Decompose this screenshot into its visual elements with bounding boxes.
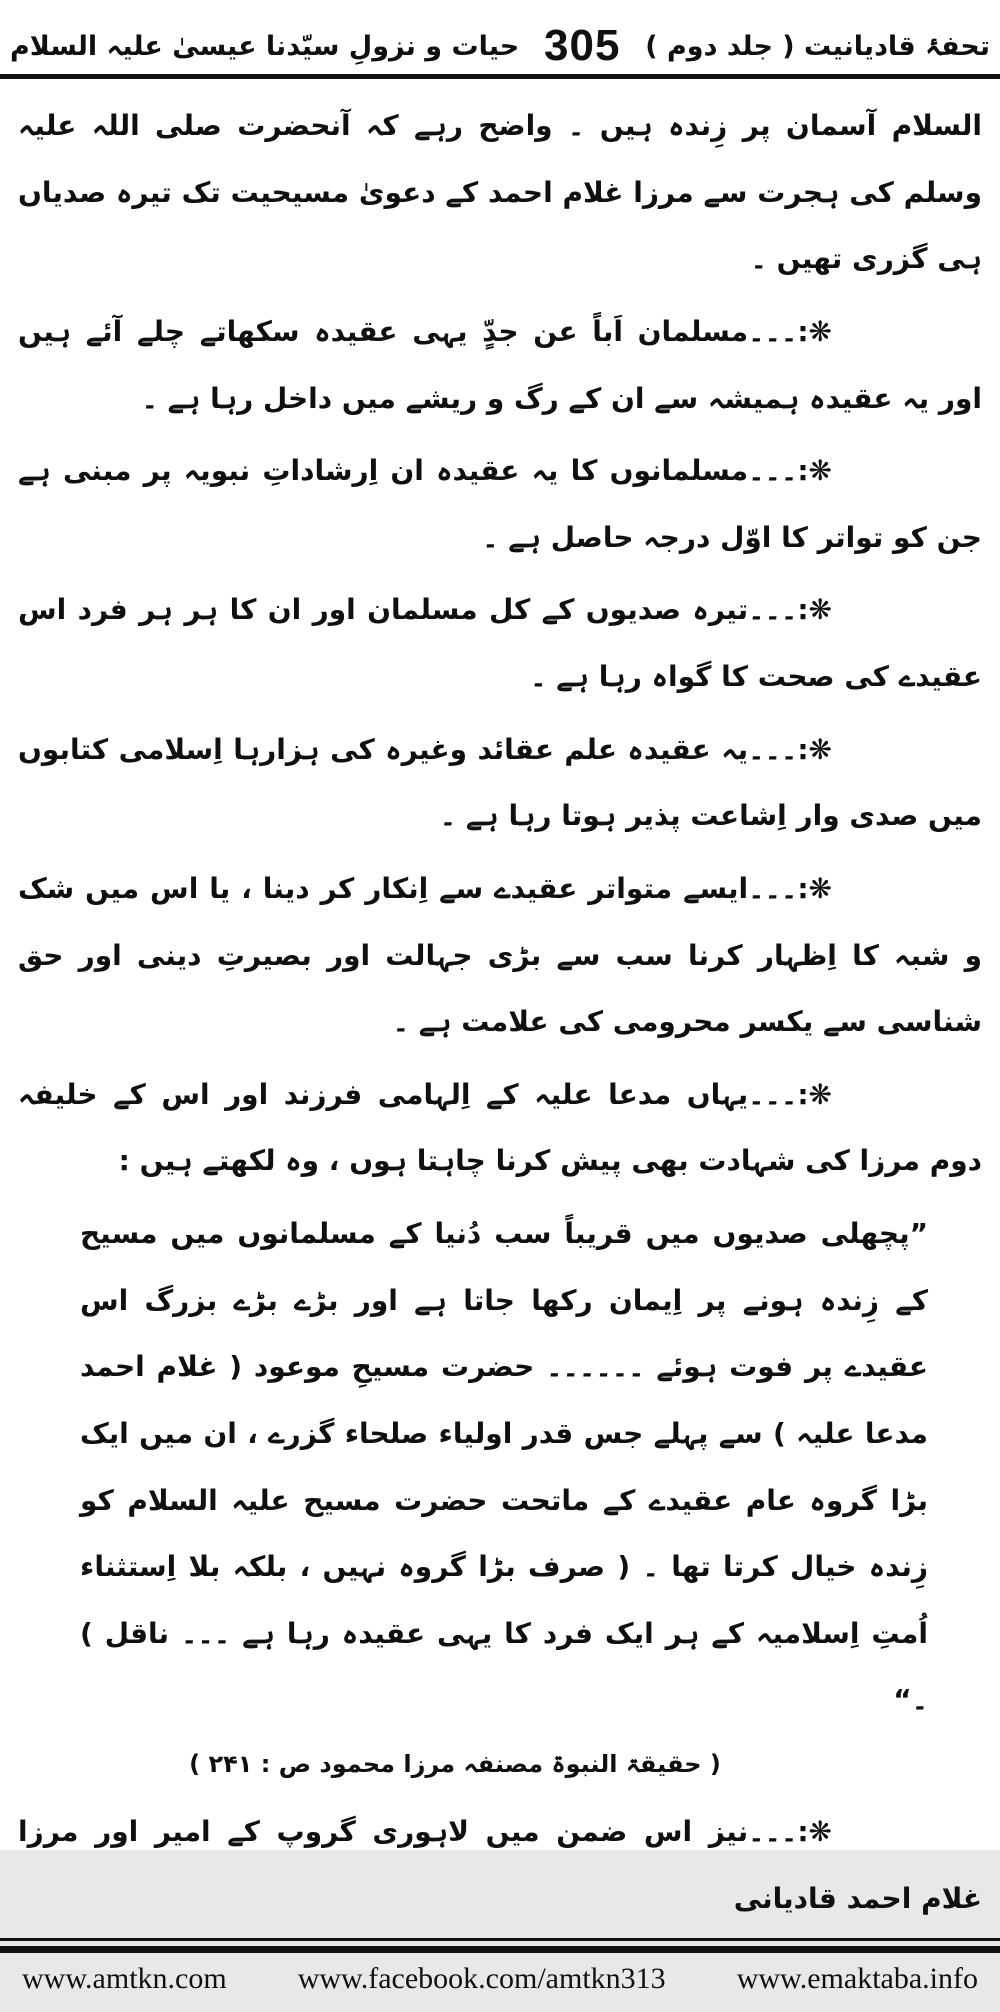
bullet-paragraph [18,1799,982,1932]
star-bullet-icon: ❋:۔۔۔ [748,314,832,348]
block-quote: ”پچھلی صدیوں میں قریباً سب دُنیا کے مسلمانوں میں مسیح کے زِندہ ہونے پر اِیمان رکھا جاتا ہے اور بڑے بڑے بزرگ اس عقیدے پر فوت ہوئے ۔۔۔۔۔۔ حضرت مسیحِ موعود ( غلام احمد مدعا علیہ ) سے پہلے جس قدر اولیاء صلحاء گزرے ، ان میں ایک بڑا گروہ عام عقیدے کے ماتحت حضرت مسیح علیہ السلام کو زِندہ خیال کرتا تھا ۔ ( صرف بڑا گروہ نہیں ، بلکہ بلا اِستثناء اُمتِ اِسلامیہ کے ہر ایک فرد کا یہی عقیدہ رہا ہے ۔۔۔ ناقل ) ۔“ [80,1217,928,1717]
page-number: 305 [544,21,621,70]
bullet-text: مسلمان اَباً عن جدٍّ یہی عقیدہ سکھاتے چلے آئے ہیں اور یہ عقیدہ ہمیشہ سے ان کے رگ و ریشے میں داخل رہا ہے ۔ [18,314,982,415]
citation: ( حقیقۃ النبوۃ مصنفہ مرزا محمود ص : ۲۴۱ ) [189,1750,721,1778]
star-bullet-icon: ❋:۔۔۔ [748,593,832,627]
star-bullet-icon: ❋:۔۔۔ [748,1815,832,1849]
footer-links [0,1953,1000,1996]
star-bullet-icon: ❋:۔۔۔ [748,871,832,905]
bullet-paragraph [18,299,982,432]
bullet-paragraph [18,438,982,571]
footer-link-emaktaba: www.emaktaba.info [736,1962,978,1996]
page-footer [0,1938,1000,2012]
footer-link-facebook: www.facebook.com/amtkn313 [297,1962,666,1996]
bullet-text: تیرہ صدیوں کے کل مسلمان اور ان کا ہر ہر فرد اس عقیدے کی صحت کا گواہ رہا ہے ۔ [18,593,982,693]
star-bullet-icon: ❋:۔۔۔ [748,454,832,488]
footer-rule-thick [0,1946,1000,1953]
star-bullet-icon: ❋:۔۔۔ [748,1077,832,1111]
bullet-text: یہ عقیدہ علم عقائد وغیرہ کی ہزارہا اِسلامی کتابوں میں صدی وار اِشاعت پذیر ہوتا رہا ہے ۔ [18,732,982,833]
intro-paragraph: السلام آسمان پر زِندہ ہیں ۔ واضح رہے کہ آنحضرت صلی اللہ علیہ وسلم کی ہجرت سے مرزا غلام احمد کے دعویٰ مسیحیت تک تیرہ صدیاں ہی گزری تھیں ۔ [18,109,982,276]
chapter-title: حیات و نزولِ سیّدنا عیسیٰ علیہ السلام [10,30,520,62]
bullet-paragraph [18,856,982,1056]
bullet-paragraph [18,1062,982,1195]
bullet-paragraph [18,717,982,850]
page-header [0,0,1000,70]
footer-link-amtkn: www.amtkn.com [22,1962,227,1996]
bullet-text: نیز اس ضمن میں لاہوری گروپ کے امیر اور مرزا غلام احمد قادیانی [18,1815,982,1915]
bullet-text: مسلمانوں کا یہ عقیدہ ان اِرشاداتِ نبویہ پر مبنی ہے جن کو تواتر کا اوّل درجہ حاصل ہے ۔ [18,454,982,554]
footer-rule-thin [0,1938,1000,1941]
bullet-text: یہاں مدعا علیہ کے اِلہامی فرزند اور اس کے خلیفہ دوم مرزا کی شہادت بھی پیش کرنا چاہتا ہوں ، وہ لکھتے ہیں : [18,1077,982,1178]
bullet-text: ایسے متواتر عقیدے سے اِنکار کر دینا ، یا اس میں شک و شبہ کا اِظہار کرنا سب سے بڑی جہالت اور بصیرتِ دینی اور حق شناسی سے یکسر محرومی کی علامت ہے ۔ [18,871,982,1039]
star-bullet-icon: ❋:۔۔۔ [748,732,832,766]
book-title: تحفۂ قادیانیت ( جلد دوم ) [645,30,990,62]
page-body [0,79,1000,1938]
bullet-paragraph [18,577,982,710]
